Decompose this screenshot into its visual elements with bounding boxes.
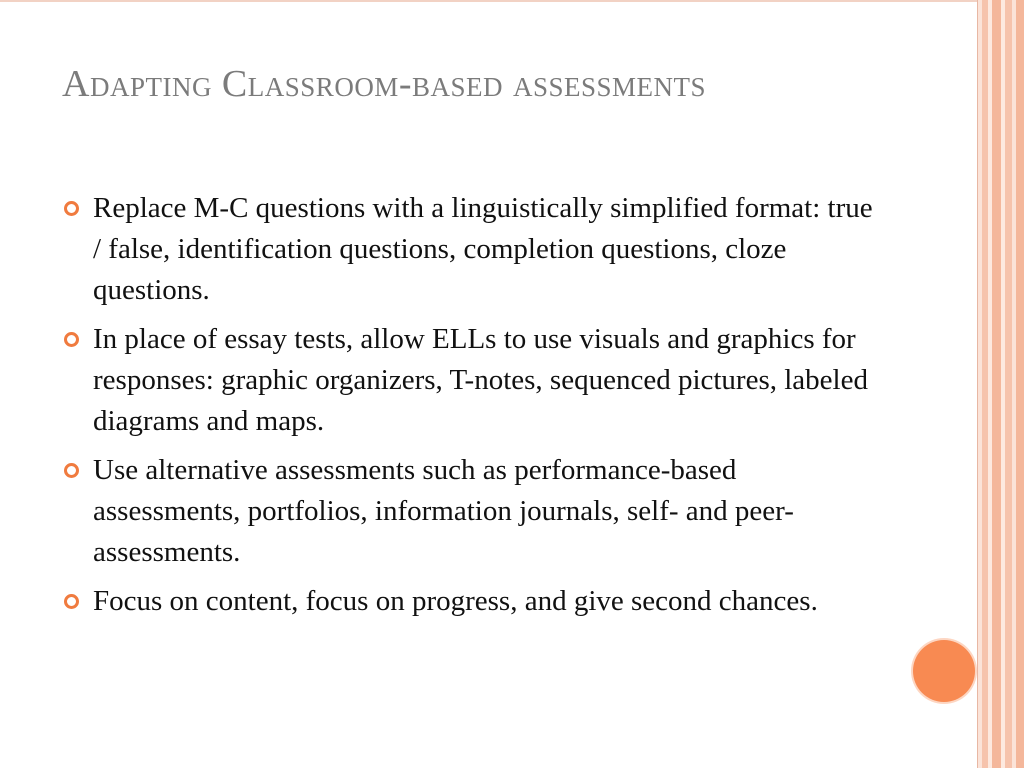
hollow-circle-bullet-icon <box>64 332 79 347</box>
hollow-circle-bullet-icon <box>64 463 79 478</box>
bullet-text: Focus on content, focus on progress, and give second chances. <box>93 585 818 617</box>
orange-circle-decoration-icon <box>913 640 975 702</box>
bullet-item <box>62 188 882 311</box>
bullet-item <box>62 319 882 442</box>
decorative-stripe <box>1016 0 1024 768</box>
bullet-text: Use alternative assessments such as performance-based assessments, portfolios, information journals, self- and peer-assessments. <box>93 454 794 568</box>
bullet-item <box>62 581 882 622</box>
hollow-circle-bullet-icon <box>64 594 79 609</box>
decorative-stripe <box>992 0 1001 768</box>
bullet-text: Replace M-C questions with a linguistically simplified format: true / false, identification questions, completion questions, cloze questions. <box>93 192 873 306</box>
panel-top-border <box>0 0 977 2</box>
bullet-text: In place of essay tests, allow ELLs to use visuals and graphics for responses: graphic organizers, T-notes, sequenced pictures, labeled diagrams and maps. <box>93 323 868 437</box>
decorative-stripe <box>1005 0 1012 768</box>
bullet-item <box>62 450 882 573</box>
bullet-list <box>62 188 882 630</box>
hollow-circle-bullet-icon <box>64 201 79 216</box>
slide-title: Adapting Classroom-based assessments <box>62 63 707 105</box>
